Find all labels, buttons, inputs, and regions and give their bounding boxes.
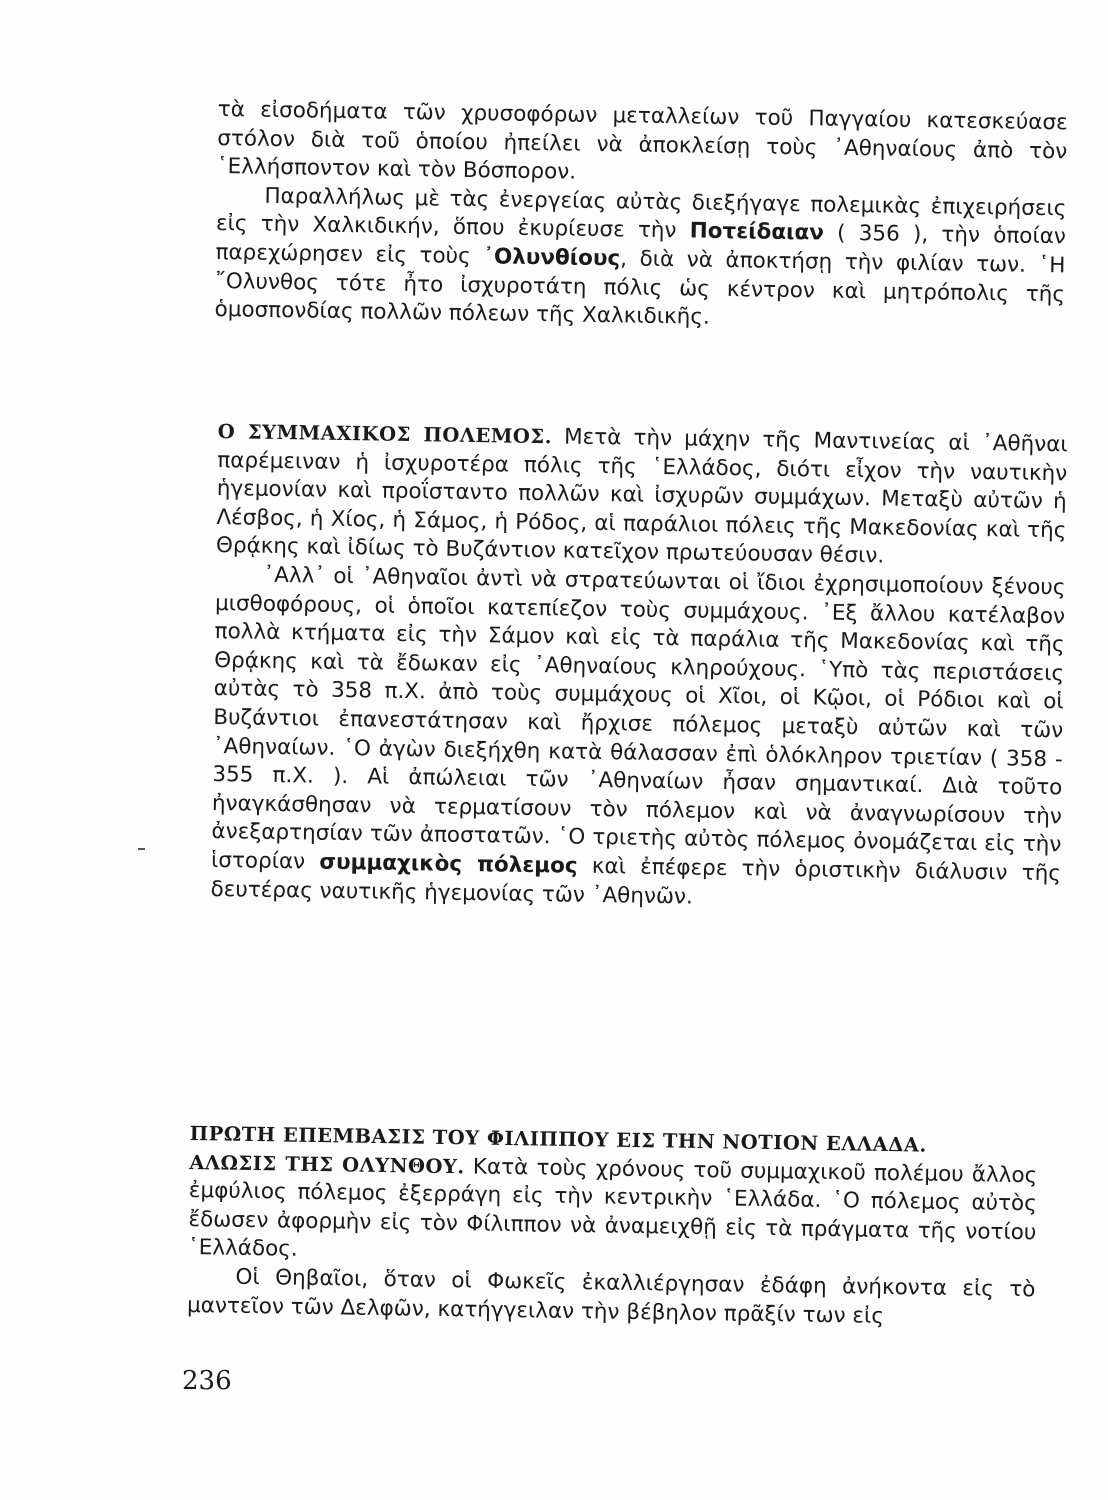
- paragraph: [210, 561, 1065, 917]
- paragraph: [214, 182, 1066, 338]
- stray-ink-mark: [138, 848, 145, 850]
- text-run: Μετὰ τὴν μάχην τῆς Μαντινείας αἱ ᾿Αθῆναι παρέμειναν ἡ ἰσχυροτέρα πόλις τῆς ῾Ελλάδος, διότι εἶχον τὴν ναυτικὴν ἡγεμονίαν καὶ προΐσταντο πολλῶν καὶ ἰσχυρῶν συμμάχων. Μεταξὺ αὐτῶν ἡ Λέσβος, ἡ Χίος, ἡ Σάμος, ἡ Ρόδος, αἱ παράλιοι πόλεις τῆς Μακεδονίας καὶ τῆς Θρᾴκης καὶ ἰδίως τὸ Βυζάντιον κατεῖχον πρωτεύουσαν θέσιν.: [215, 424, 1068, 569]
- text-block-1: [214, 96, 1067, 338]
- text-block-2: [210, 418, 1068, 917]
- text-run: , διὰ νὰ ἀποκτήσῃ τὴν φιλίαν των. ῾Η ῎Ολυνθος τότε ἦτο ἰσχυροτάτη πόλις ὡς κέντρον καὶ μητρόπολις τῆς ὁμοσπονδίας πολλῶν πόλεων τῆς Χαλκιδικῆς.: [214, 246, 1066, 330]
- emphasized-term: Ποτείδαιαν: [689, 218, 825, 246]
- section-heading-line-2: ΑΛΩΣΙΣ ΤΗΣ ΟΛΥΝΘΟΥ.: [189, 1150, 465, 1178]
- section-heading: ΠΡΩΤΗ ΕΠΕΜΒΑΣΙΣ ΤΟΥ ΦΙΛΙΠΠΟΥ ΕΙΣ ΤΗΝ ΝΟΤΙΟΝ ΕΛΛΑΔΑ.: [189, 1121, 927, 1157]
- emphasized-term: συμμαχικὸς πόλεμος: [319, 849, 578, 879]
- text-block-3: [187, 1120, 1038, 1333]
- emphasized-term: ᾿Ολυνθίους: [483, 244, 621, 272]
- paragraph: [188, 1120, 1038, 1276]
- text-run: καὶ ἐπέφερε τὴν ὁριστικὴν διάλυσιν τῆς δευτέρας ναυτικῆς ἡγεμονίας τῶν ᾿Αθηνῶν.: [210, 853, 1062, 910]
- text-run: ( 356 ), τὴν ὁποίαν παρεχώρησεν εἰς τοὺς: [215, 220, 1067, 270]
- paragraph: τὰ εἰσοδήματα τῶν χρυσοφόρων μεταλλείων τοῦ Παγγαίου κατεσκεύασε στόλον διὰ τοῦ ὁποίου ἠπείλει νὰ ἀποκλείσῃ τοὺς ᾿Αθηναίους ἀπὸ τὸν ῾Ελλήσποντον καὶ τὸν Βόσπορον.: [216, 96, 1068, 185]
- section-heading: Ο ΣΥΜΜΑΧΙΚΟΣ ΠΟΛΕΜΟΣ.: [217, 419, 553, 449]
- page-number: 236: [182, 1366, 232, 1396]
- text-run: Παραλλήλως μὲ τὰς ἐνεργείας αὐτὰς διεξήγαγε πολεμικὰς ἐπιχειρήσεις εἰς τὴν Χαλκιδικήν, ὅπου ἐκυρίευσε τὴν: [215, 183, 1067, 244]
- paragraph: [216, 418, 1068, 574]
- text-run: Κατὰ τοὺς χρόνους τοῦ συμμαχικοῦ πολέμου ἄλλος ἐμφύλιος πόλεμος ἐξερράγη εἰς τὴν κεντρικὴν ῾Ελλάδα. ῾Ο πόλεμος αὐτὸς ἔδωσεν ἀφορμὴν εἰς τὸν Φίλιππον νὰ ἀναμειχθῇ εἰς τὰ πράγματα τῆς νοτίου ῾Ελλάδος.: [187, 1153, 1038, 1263]
- text-run: ᾿Αλλ᾿ οἱ ᾿Αθηναῖοι ἀντὶ νὰ στρατεύωνται οἱ ἴδιοι ἐχρησιμοποίουν ξένους μισθοφόρους, οἱ ὁποῖοι κατεπίεζον τοὺς συμμάχους. ᾿Εξ ἄλλου κατέλαβον πολλὰ κτήματα εἰς τὴν Σάμον καὶ εἰς τὰ παράλια τῆς Μακεδονίας καὶ τῆς Θρᾴκης καὶ τὰ ἔδωκαν εἰς ᾿Αθηναίους κληρούχους. ῾Υπὸ τὰς περιστάσεις αὐτὰς τὸ 358 π.Χ. ἀπὸ τοὺς συμμάχους οἱ Χῖοι, οἱ Κῷοι, οἱ Ρόδιοι καὶ οἱ Βυζάντιοι ἐπανεστάτησαν καὶ ἤρχισε πόλεμος μεταξὺ αὐτῶν καὶ τῶν ᾿Αθηναίων. ῾Ο ἀγὼν διεξήχθη κατὰ θάλασσαν ἐπὶ ὁλόκληρον τριετίαν ( 358 - 355 π.Χ. ). Αἱ ἀπώλειαι τῶν ᾿Αθηναίων ἦσαν σημαντικαί. Διὰ τοῦτο ἠναγκάσθησαν νὰ τερματίσουν τὸν πόλεμον καὶ νὰ ἀναγνωρίσουν τὴν ἀνεξαρτησίαν τῶν ἀποστατῶν. ῾Ο τριετὴς αὐτὸς πόλεμος ὀνομάζεται εἰς τὴν ἱστορίαν: [210, 562, 1066, 875]
- paragraph: Οἱ Θηβαῖοι, ὅταν οἱ Φωκεῖς ἐκαλλιέργησαν ἐδάφη ἀνήκοντα εἰς τὸ μαντεῖον τῶν Δελφῶν, κατήγγειλαν τὴν βέβηλον πρᾶξίν των εἰς: [186, 1264, 1036, 1329]
